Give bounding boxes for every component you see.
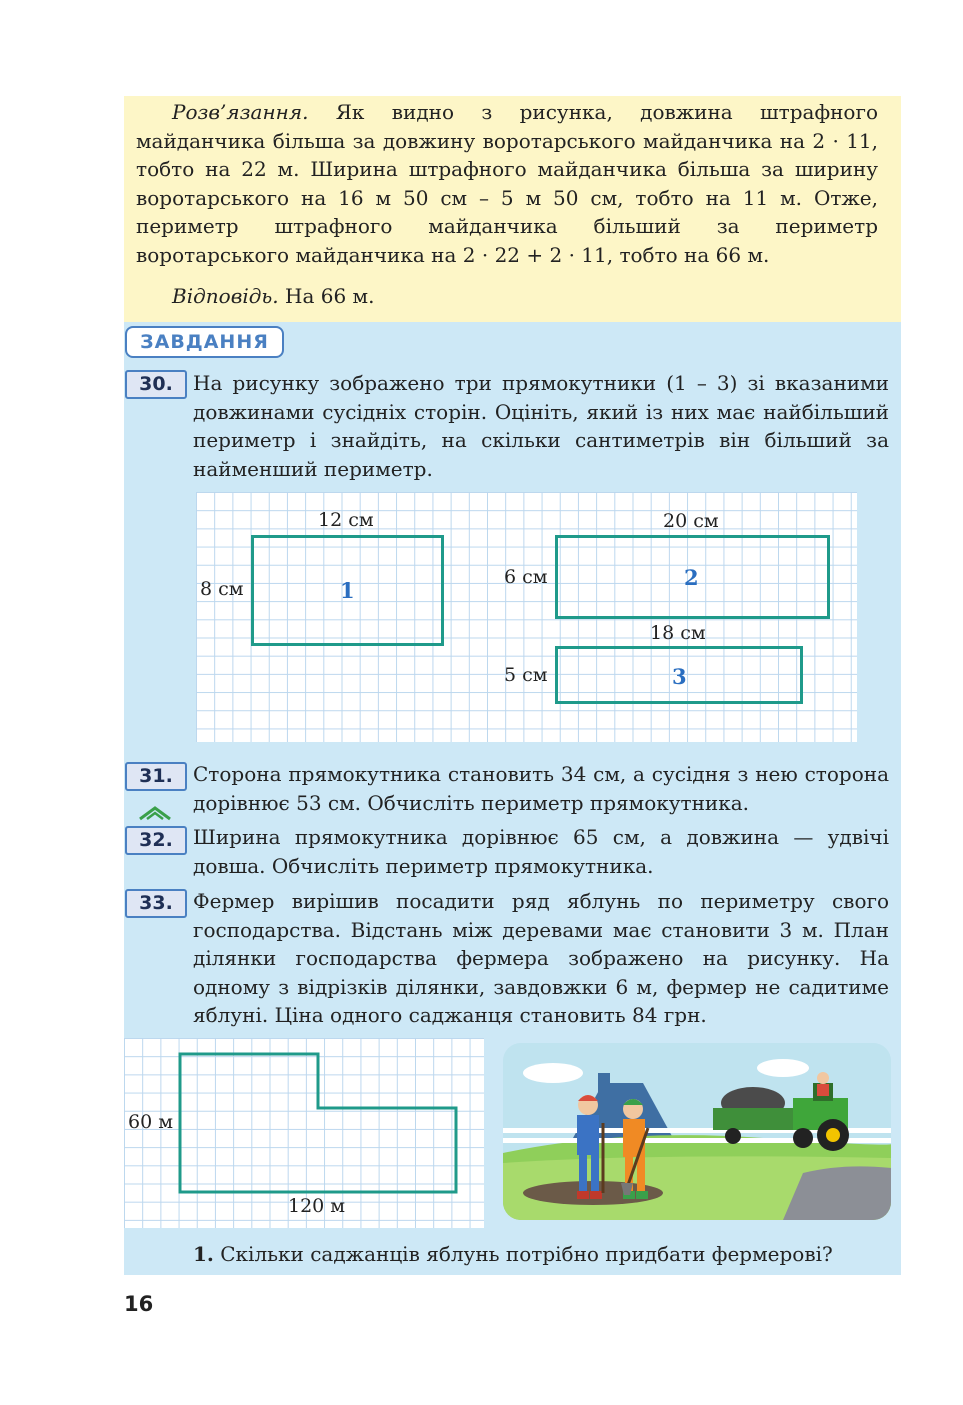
question-1-number: 1. [193, 1242, 214, 1266]
plot-height-label: 60 м [128, 1111, 173, 1133]
rectangle-3-height-label: 5 см [504, 664, 548, 686]
task-text-33: Фермер вирішив посадити ряд яблунь по периметру свого господарства. Відстань між деревами має становити 3 м. План ділянки господарства фермера зображено на рисунку. На одному з відрізків ділянки, завдовжки 6 м, фермер не садитиме яблуні. Ціна одного саджанця становить 84 грн. [193, 889, 889, 1028]
task-number-32: 32. [125, 826, 187, 855]
rectangle-1-number: 1 [340, 578, 355, 603]
answer-label: Відповідь. [172, 284, 279, 308]
task-number-31: 31. [125, 762, 187, 791]
figure-30-grid [196, 492, 857, 742]
farmers-illustration [503, 1043, 891, 1220]
home-task-icon [138, 805, 172, 825]
rectangle-2-number: 2 [684, 565, 699, 590]
plot-width-label: 120 м [288, 1195, 346, 1217]
task-number-30: 30. [125, 370, 187, 399]
task-text-30: На рисунку зображено три прямокутники (1 – 3) зі вказаними довжинами сусідніх сторін. Оцініть, який із них має найбільший периметр і знайдіть, на скільки сантиметрів він більший за найменший периметр. [193, 371, 889, 481]
solution-block [124, 96, 901, 322]
page-number: 16 [124, 1292, 154, 1316]
task-text-32: Ширина прямокутника дорівнює 65 см, а довжина — удвічі довша. Обчисліть периметр прямокутника. [193, 825, 889, 878]
rectangle-3-width-label: 18 см [650, 622, 706, 644]
solution-label: Розв’язання. [172, 100, 309, 124]
rectangle-2-height-label: 6 см [504, 566, 548, 588]
rectangle-1-height-label: 8 см [200, 578, 244, 600]
answer-line [136, 282, 878, 311]
section-badge: ЗАВДАННЯ [125, 326, 284, 358]
task-number-33: 33. [125, 889, 187, 918]
rectangle-3-number: 3 [672, 664, 687, 689]
rectangle-1-width-label: 12 см [318, 509, 374, 531]
solution-text [136, 98, 878, 270]
task-text-31: Сторона прямокутника становить 34 см, а сусідня з нею сторона дорівнює 53 см. Обчисліть периметр прямокутника. [193, 762, 889, 815]
solution-body: Як видно з рисунка, довжина штрафного майданчика більша за довжину воротарського майданчика на 2 · 11, тобто на 22 м. Ширина штрафного майданчика більша за ширину воротарського на 16 м 50 см – 5 м 50 см, тобто на 11 м. Отже, периметр штрафного майданчика більший за периметр воротарського майданчика на 2 · 22 + 2 · 11, тобто на 66 м. [136, 100, 878, 267]
tasks-block [124, 322, 901, 1275]
question-1 [193, 1240, 833, 1268]
answer-text: На 66 м. [278, 284, 375, 308]
question-1-text: Скільки саджанців яблунь потрібно придбати фермерові? [213, 1242, 833, 1266]
rectangle-2-width-label: 20 см [663, 510, 719, 532]
figure-33-grid [124, 1038, 484, 1228]
